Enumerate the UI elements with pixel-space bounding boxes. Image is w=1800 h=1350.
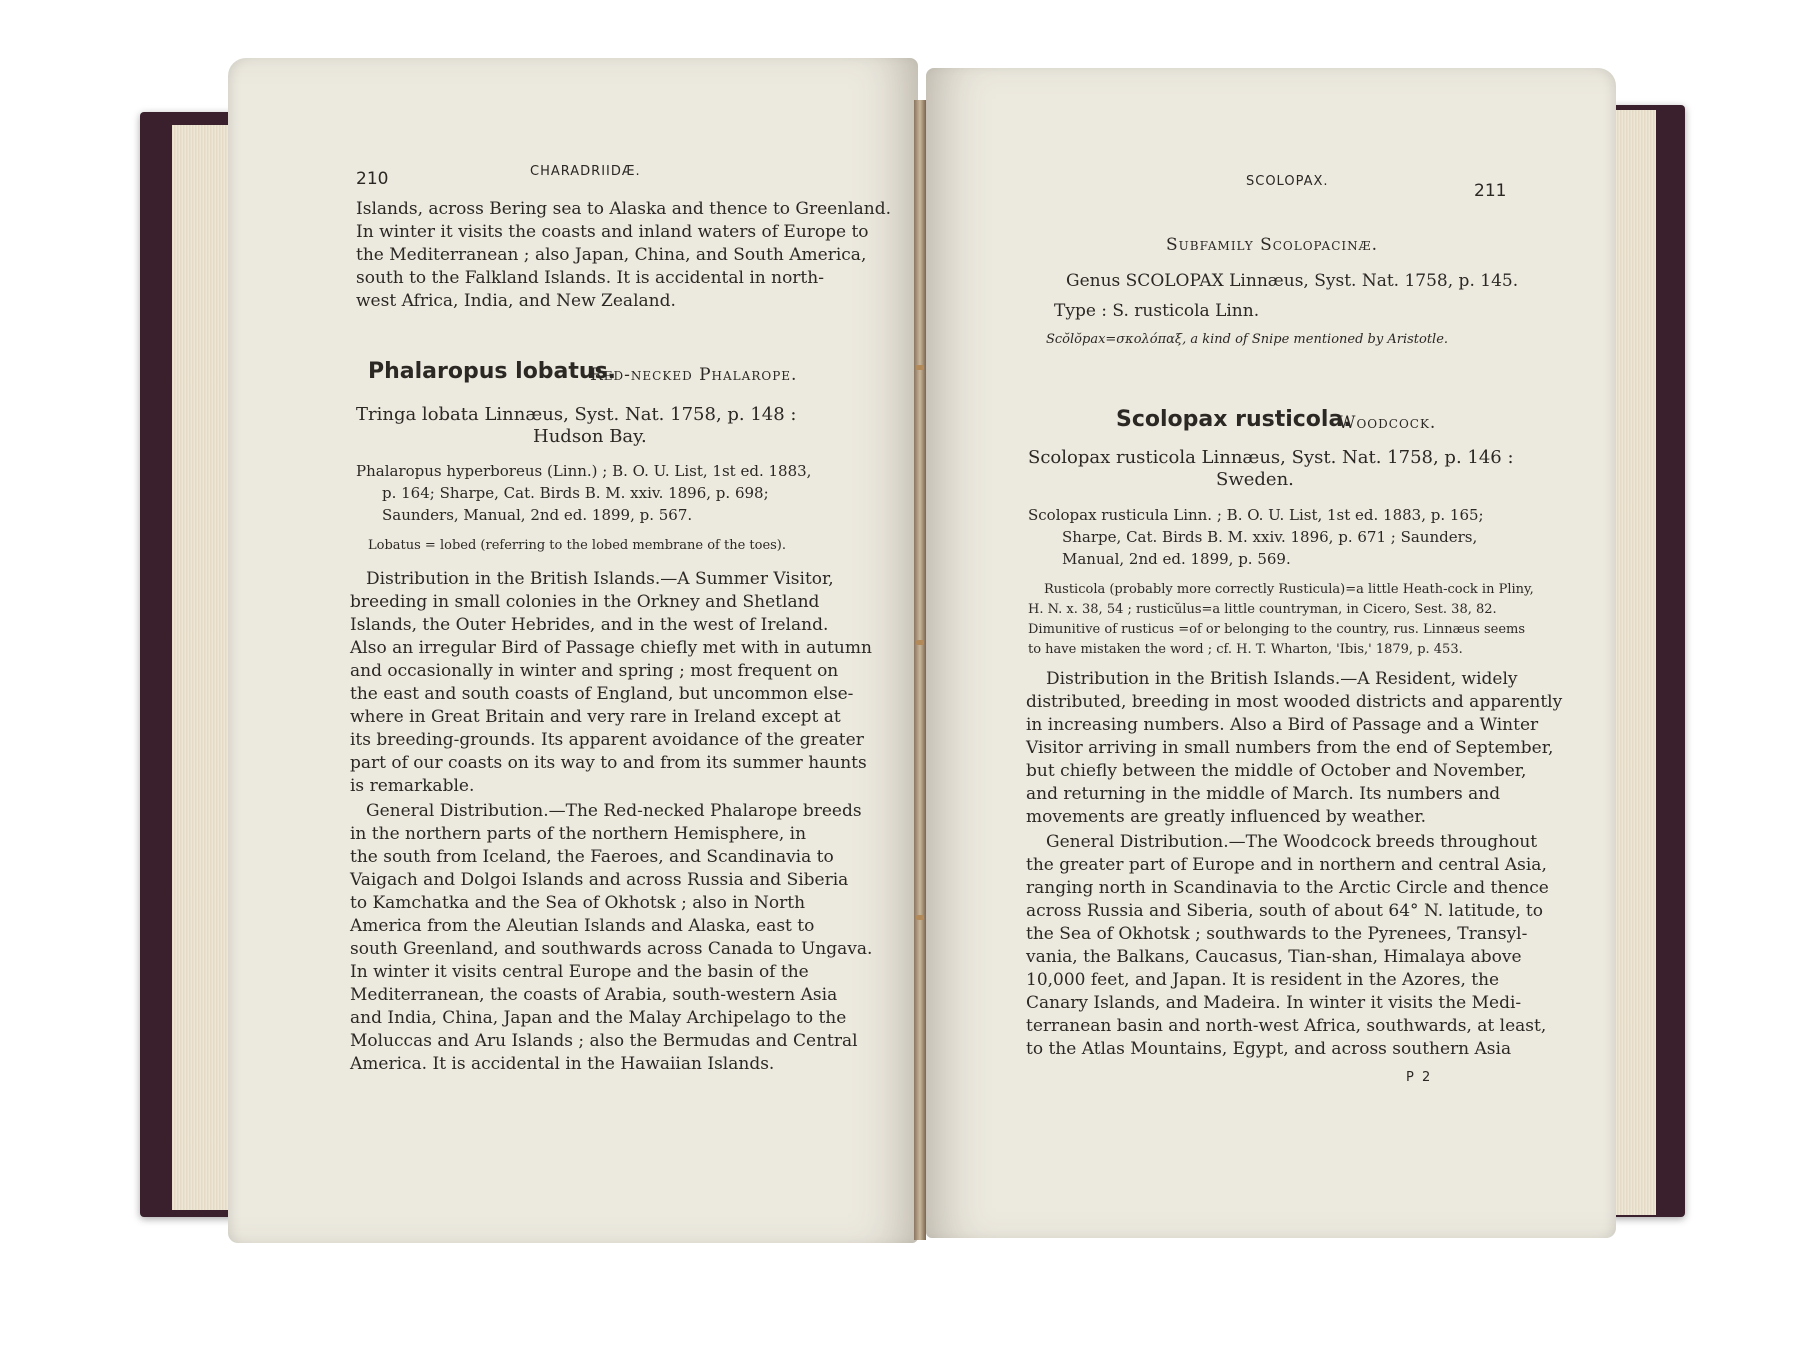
text-line: breeding in small colonies in the Orkney and Shetland: [350, 592, 820, 612]
text-line: its breeding-grounds. Its apparent avoidance of the greater: [350, 730, 864, 750]
text-line: Mediterranean, the coasts of Arabia, south-western Asia: [350, 985, 838, 1005]
text-line: is remarkable.: [350, 776, 475, 796]
reference-line: Manual, 2nd ed. 1899, p. 569.: [1062, 550, 1291, 568]
text-line: in the northern parts of the northern Hemisphere, in: [350, 824, 807, 844]
text-line: and returning in the middle of March. Its numbers and: [1026, 784, 1501, 804]
text-line: south Greenland, and southwards across Canada to Ungava.: [350, 939, 873, 959]
text-line: south to the Falkland Islands. It is accidental in north-: [356, 268, 824, 288]
text-line: in increasing numbers. Also a Bird of Passage and a Winter: [1026, 715, 1539, 735]
left-page: [228, 58, 918, 1243]
text-line: Islands, the Outer Hebrides, and in the west of Ireland.: [350, 615, 829, 635]
page-number: 211: [1474, 181, 1507, 201]
binding-stitch: [916, 915, 924, 920]
synonym-locality: Hudson Bay.: [533, 426, 647, 447]
page-number: 210: [356, 169, 389, 189]
etymology-note: Lobatus = lobed (referring to the lobed membrane of the toes).: [368, 538, 787, 553]
genus-line: Genus SCOLOPAX Linnæus, Syst. Nat. 1758, p. 145.: [1066, 271, 1519, 291]
binding-stitch: [916, 640, 924, 645]
text-line: the Mediterranean ; also Japan, China, and South America,: [356, 245, 867, 265]
text-line: to the Atlas Mountains, Egypt, and across southern Asia: [1026, 1039, 1512, 1059]
text-line: 10,000 feet, and Japan. It is resident in the Azores, the: [1026, 970, 1500, 990]
genus-type-line: Type : S. rusticola Linn.: [1054, 301, 1260, 321]
text-line: the greater part of Europe and in northern and central Asia,: [1026, 855, 1547, 875]
reference-line: Phalaropus hyperboreus (Linn.) ; B. O. U. List, 1st ed. 1883,: [356, 462, 812, 480]
text-line: Islands, across Bering sea to Alaska and thence to Greenland.: [356, 199, 892, 219]
running-head: SCOLOPAX.: [1246, 174, 1329, 189]
text-line: In winter it visits the coasts and inland waters of Europe to: [356, 222, 869, 242]
text-line: terranean basin and north-west Africa, southwards, at least,: [1026, 1016, 1547, 1036]
text-line: Also an irregular Bird of Passage chiefly met with in autumn: [350, 638, 872, 658]
text-line: Moluccas and Aru Islands ; also the Bermudas and Central: [350, 1031, 858, 1051]
text-line: west Africa, India, and New Zealand.: [356, 291, 676, 311]
synonym-line: Scolopax rusticola Linnæus, Syst. Nat. 1758, p. 146 :: [1028, 447, 1514, 468]
text-line: where in Great Britain and very rare in Ireland except at: [350, 707, 841, 727]
signature-mark: P 2: [1406, 1070, 1433, 1085]
species-common-name: Red-necked Phalarope.: [590, 365, 798, 385]
running-head: CHARADRIIDÆ.: [530, 164, 641, 179]
text-line: part of our coasts on its way to and from its summer haunts: [350, 753, 867, 773]
subfamily-heading: Subfamily Scolopacinæ.: [1166, 235, 1379, 255]
book-gutter: [914, 100, 926, 1240]
etymology-line: to have mistaken the word ; cf. H. T. Wharton, 'Ibis,' 1879, p. 453.: [1028, 642, 1463, 657]
text-line: vania, the Balkans, Caucasus, Tian-shan, Himalaya above: [1026, 947, 1522, 967]
text-line: Vaigach and Dolgoi Islands and across Russia and Siberia: [350, 870, 849, 890]
text-line: Canary Islands, and Madeira. In winter it visits the Medi-: [1026, 993, 1522, 1013]
text-line: America from the Aleutian Islands and Alaska, east to: [350, 916, 815, 936]
text-line: distributed, breeding in most wooded districts and apparently: [1026, 692, 1563, 712]
text-line: across Russia and Siberia, south of about 64° N. latitude, to: [1026, 901, 1543, 921]
text-line: America. It is accidental in the Hawaiian Islands.: [350, 1054, 775, 1074]
text-line: General Distribution.—The Red-necked Phalarope breeds: [366, 801, 862, 821]
text-line: the east and south coasts of England, but uncommon else-: [350, 684, 854, 704]
reference-line: p. 164; Sharpe, Cat. Birds B. M. xxiv. 1896, p. 698;: [382, 484, 769, 502]
etymology-line: Dimunitive of rusticus =of or belonging to the country, rus. Linnæus seems: [1028, 622, 1526, 637]
text-line: Distribution in the British Islands.—A Resident, widely: [1046, 669, 1518, 689]
text-line: Distribution in the British Islands.—A Summer Visitor,: [366, 569, 834, 589]
right-page: [926, 68, 1616, 1238]
species-common-name: Woodcock.: [1338, 413, 1437, 433]
text-line: General Distribution.—The Woodcock breeds throughout: [1046, 832, 1538, 852]
binding-stitch: [916, 365, 924, 370]
text-line: In winter it visits central Europe and the basin of the: [350, 962, 809, 982]
text-line: the Sea of Okhotsk ; southwards to the Pyrenees, Transyl-: [1026, 924, 1528, 944]
species-title: Phalaropus lobatus.: [368, 359, 617, 384]
reference-line: Saunders, Manual, 2nd ed. 1899, p. 567.: [382, 506, 693, 524]
text-line: to Kamchatka and the Sea of Okhotsk ; also in North: [350, 893, 806, 913]
species-title: Scolopax rusticola.: [1116, 407, 1352, 432]
right-page-edges: [1612, 110, 1656, 1215]
genus-etymology: Scŏlŏpax=σκολόπαξ, a kind of Snipe mentioned by Aristotle.: [1046, 332, 1449, 347]
text-line: and occasionally in winter and spring ; most frequent on: [350, 661, 839, 681]
text-line: Visitor arriving in small numbers from the end of September,: [1026, 738, 1554, 758]
synonym-line: Tringa lobata Linnæus, Syst. Nat. 1758, p. 148 :: [356, 404, 797, 425]
text-line: movements are greatly influenced by weather.: [1026, 807, 1427, 827]
reference-line: Sharpe, Cat. Birds B. M. xxiv. 1896, p. 671 ; Saunders,: [1062, 528, 1478, 546]
text-line: the south from Iceland, the Faeroes, and Scandinavia to: [350, 847, 834, 867]
text-line: but chiefly between the middle of October and November,: [1026, 761, 1527, 781]
etymology-line: Rusticola (probably more correctly Rusticula)=a little Heath-cock in Pliny,: [1044, 582, 1534, 597]
text-line: and India, China, Japan and the Malay Archipelago to the: [350, 1008, 847, 1028]
etymology-line: H. N. x. 38, 54 ; rusticŭlus=a little countryman, in Cicero, Sest. 38, 82.: [1028, 602, 1497, 617]
reference-line: Scolopax rusticula Linn. ; B. O. U. List, 1st ed. 1883, p. 165;: [1028, 506, 1484, 524]
text-line: ranging north in Scandinavia to the Arctic Circle and thence: [1026, 878, 1549, 898]
synonym-locality: Sweden.: [1216, 469, 1294, 490]
